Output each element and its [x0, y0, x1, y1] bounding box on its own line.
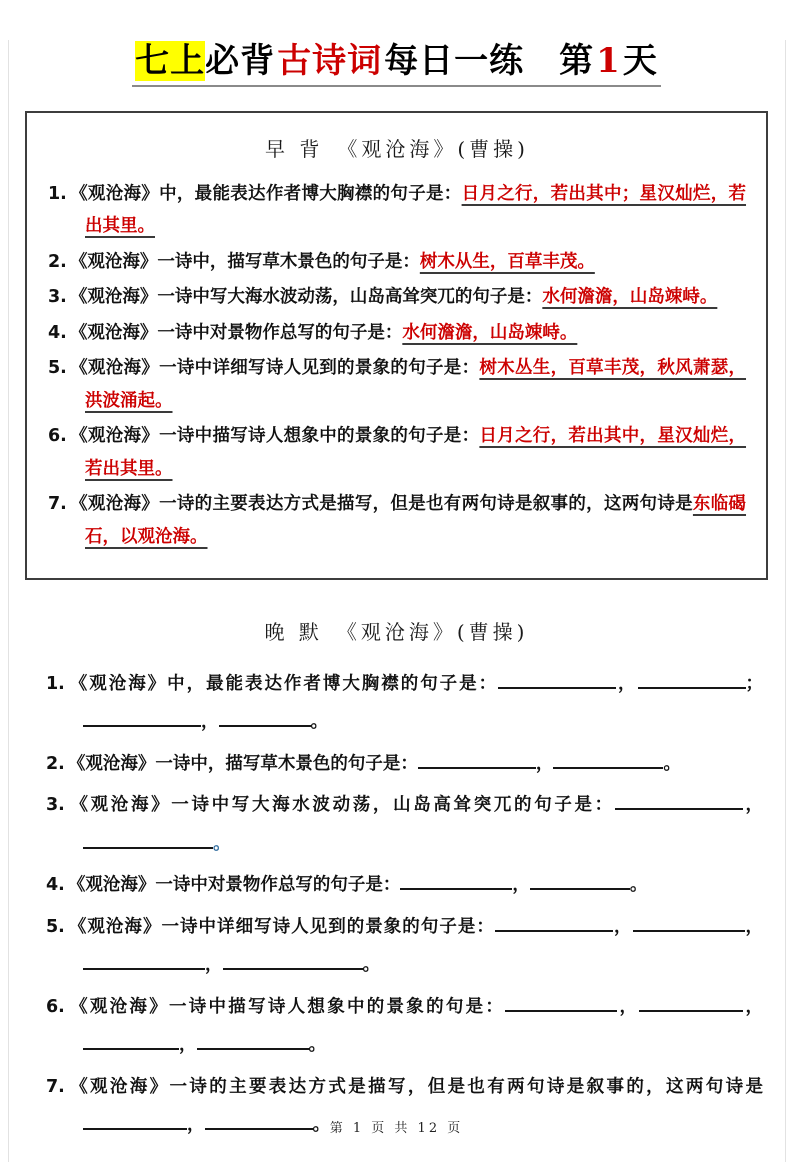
question-number: 6.	[46, 996, 65, 1017]
question-prompt: 《观沧海》一诗中写大海水波动荡，山岛高耸突兀的句子是：	[69, 287, 543, 308]
answer-blank	[505, 993, 617, 1012]
answer-blank	[639, 993, 743, 1012]
question-answer: 树木丛生，百草丰茂，秋风萧瑟，洪波涌起。	[85, 358, 747, 411]
question-number: 3.	[46, 795, 65, 816]
question-prompt: 《观沧海》一诗中写大海水波动荡，山岛高耸突兀的句子是：	[67, 795, 615, 816]
morning-section-header: 早 背 《观沧海》(曹操)	[265, 136, 529, 161]
document-page	[0, 40, 793, 1162]
question-answer: 日月之行，若出其中；星汉灿烂，若出其里。	[85, 183, 747, 237]
title-segment: 每日一练	[384, 41, 525, 81]
question-prompt: 《观沧海》一诗中详细写诗人见到的景象的句子是：	[69, 358, 480, 379]
answer-blank	[223, 951, 363, 970]
title-segment: 第	[559, 41, 595, 81]
punctuation: ，	[744, 916, 764, 937]
answer-blank	[219, 708, 311, 727]
punctuation: ，	[743, 996, 764, 1017]
answer-blank	[498, 670, 616, 689]
punctuation: 。	[310, 712, 328, 733]
question-number: 6.	[48, 426, 67, 447]
answer-blank	[83, 951, 205, 970]
evening-question	[46, 786, 763, 863]
answer-blank	[633, 913, 745, 932]
question-number: 4.	[46, 875, 65, 896]
question-prompt: 《观沧海》一诗的主要表达方式是描写，但是也有两句诗是叙事的，这两句诗是	[69, 494, 693, 515]
punctuation: 。	[663, 753, 681, 774]
title-segment: 1	[596, 41, 621, 81]
question-number: 5.	[48, 358, 67, 379]
morning-question	[48, 420, 746, 485]
punctuation: 。	[629, 875, 648, 896]
question-number: 2.	[48, 251, 67, 272]
question-prompt: 《观沧海》一诗中描写诗人想象中的景象的句子是：	[69, 426, 480, 447]
punctuation: 。	[308, 1035, 326, 1056]
punctuation: 。	[312, 1115, 330, 1136]
question-number: 7.	[48, 494, 67, 515]
punctuation: ；	[745, 673, 764, 694]
title-segment: 古诗词	[277, 41, 383, 81]
answer-blank	[400, 871, 512, 890]
evening-question	[46, 745, 763, 784]
answer-blank	[83, 1031, 179, 1050]
answer-blank	[83, 708, 201, 727]
question-number: 5.	[46, 916, 65, 937]
page-edge-line	[8, 40, 9, 1162]
question-prompt: 《观沧海》一诗中，描写草木景色的句子是：	[67, 753, 418, 774]
question-number: 3.	[48, 287, 67, 308]
page-footer: 第 1 页 共 12 页	[329, 1121, 464, 1136]
evening-question	[46, 908, 763, 985]
punctuation: ，	[187, 1115, 205, 1136]
title-segment	[524, 41, 559, 81]
question-prompt: 《观沧海》一诗中，描写草木景色的句子是：	[69, 251, 420, 272]
question-number: 2.	[46, 753, 65, 774]
answer-blank	[495, 913, 613, 932]
title-row	[0, 40, 793, 87]
question-prompt: 《观沧海》一诗的主要表达方式是描写，但是也有两句诗是叙事的，这两句诗是	[67, 1076, 763, 1097]
morning-question	[48, 281, 746, 314]
title-segment: 天	[622, 41, 658, 81]
question-answer: 东临碣石，以观沧海。	[85, 494, 747, 547]
punctuation: ，	[205, 955, 223, 976]
question-answer: 水何澹澹，山岛竦峙。	[402, 322, 578, 343]
question-prompt: 《观沧海》一诗中对景物作总写的句子是：	[67, 875, 401, 896]
title-segment: 七上	[135, 41, 206, 81]
evening-question	[46, 866, 763, 905]
morning-question	[48, 178, 746, 243]
question-prompt: 《观沧海》一诗中对景物作总写的句子是：	[69, 322, 403, 343]
question-number: 7.	[46, 1076, 65, 1097]
punctuation: ，	[201, 712, 219, 733]
morning-question	[48, 352, 746, 417]
answer-blank	[615, 791, 743, 810]
answer-blank	[553, 750, 663, 769]
question-answer: 日月之行，若出其中，星汉灿烂，若出其里。	[85, 426, 747, 479]
question-prompt: 《观沧海》一诗中描写诗人想象中的景象的句是：	[67, 996, 506, 1017]
question-prompt: 《观沧海》一诗中详细写诗人见到的景象的句子是：	[67, 916, 495, 937]
morning-question	[48, 246, 746, 279]
question-number: 1.	[46, 673, 65, 694]
title-segment: 必背	[205, 41, 276, 81]
answer-blank	[418, 750, 536, 769]
punctuation: ，	[742, 795, 764, 816]
question-prompt: 《观沧海》中，最能表达作者博大胸襟的句子是：	[69, 183, 462, 204]
morning-question-list	[48, 178, 746, 554]
question-number: 1.	[48, 183, 67, 204]
punctuation: ，	[512, 875, 530, 896]
page-title	[132, 40, 661, 87]
question-answer: 水何澹澹，山岛竦峙。	[542, 287, 718, 308]
punctuation: ，	[616, 673, 638, 694]
question-number: 4.	[48, 322, 67, 343]
answer-blank	[638, 670, 746, 689]
punctuation: ，	[535, 753, 554, 774]
answer-blank	[530, 871, 630, 890]
morning-section-box	[25, 111, 768, 580]
morning-question	[48, 317, 746, 350]
question-prompt: 《观沧海》中，最能表达作者博大胸襟的句子是：	[67, 673, 499, 694]
punctuation: ，	[617, 996, 640, 1017]
answer-blank	[83, 830, 213, 849]
evening-section-header: 晚 默 《观沧海》(曹操)	[264, 619, 529, 644]
page-edge-line	[785, 40, 786, 1162]
punctuation: ，	[179, 1035, 197, 1056]
evening-question-list	[46, 665, 763, 1145]
answer-blank	[197, 1031, 309, 1050]
evening-question	[46, 988, 763, 1065]
evening-question	[46, 665, 763, 742]
question-answer: 树木从生，百草丰茂。	[419, 251, 595, 272]
morning-question	[48, 488, 746, 553]
punctuation: 。	[362, 955, 380, 976]
punctuation: ，	[612, 916, 633, 937]
punctuation-blue: 。	[213, 833, 231, 854]
